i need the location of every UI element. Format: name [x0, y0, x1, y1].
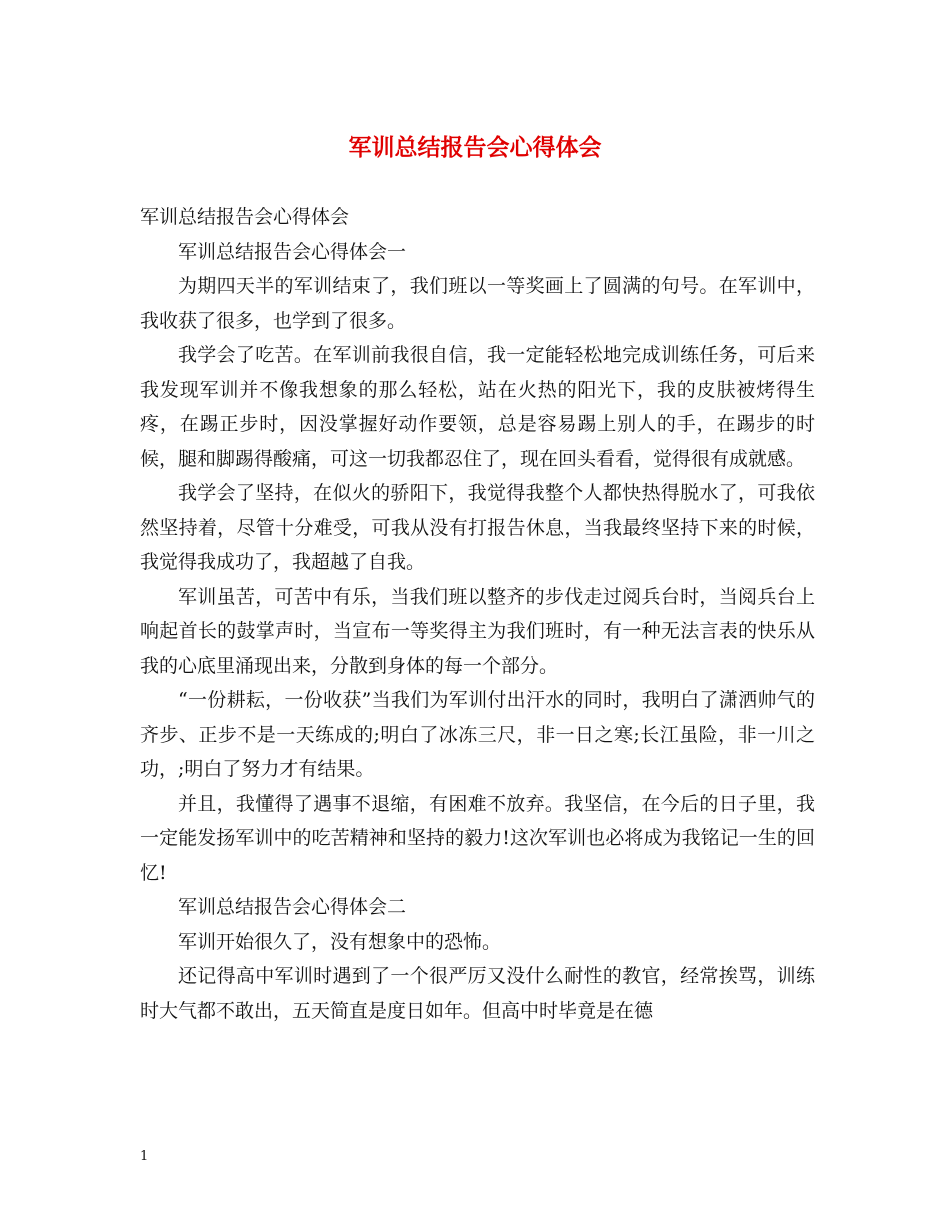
paragraph: 军训总结报告会心得体会一: [178, 240, 407, 263]
page-number: 1: [140, 1149, 149, 1164]
paragraph: 军训开始很久了，没有想象中的恐怖。: [178, 930, 502, 953]
paragraph: 军训虽苦，可苦中有乐，当我们班以整齐的步伐走过阅兵台时，当阅兵台上响起首长的鼓掌声时，当宣布一等奖得主为我们班时，有一种无法言表的快乐从我的心底里涌现出来，分散到身体的每一个部分。: [140, 585, 815, 677]
paragraph: “一份耕耘，一份收获”当我们为军训付出汗水的同时，我明白了潇洒帅气的齐步、正步不是一天练成的;明白了冰冻三尺，非一日之寒;长江虽险，非一川之功，;明白了努力才有结果。: [140, 689, 815, 780]
paragraph: 并且，我懂得了遇事不退缩，有困难不放弃。我坚信，在今后的日子里，我一定能发扬军训中的吃苦精神和坚持的毅力!这次军训也必将成为我铭记一生的回忆!: [140, 792, 815, 884]
document-body: [140, 200, 815, 1028]
paragraph: 还记得高中军训时遇到了一个很严厉又没什么耐性的教官，经常挨骂，训练时大气都不敢出，五天简直是度日如年。但高中时毕竟是在德: [140, 965, 815, 1022]
document-title: 军训总结报告会心得体会: [348, 134, 602, 161]
paragraph: 我学会了坚持，在似火的骄阳下，我觉得我整个人都快热得脱水了，可我依然坚持着，尽管十分难受，可我从没有打报告休息，当我最终坚持下来的时候，我觉得我成功了，我超越了自我。: [140, 482, 815, 573]
paragraph: 为期四天半的军训结束了，我们班以一等奖画上了圆满的句号。在军训中，我收获了很多，也学到了很多。: [140, 275, 815, 332]
paragraph: 我学会了吃苦。在军训前我很自信，我一定能轻松地完成训练任务，可后来我发现军训并不像我想象的那么轻松，站在火热的阳光下，我的皮肤被烤得生疼，在踢正步时，因没掌握好动作要领，总是容易踢上别人的手，在踢步的时候，腿和脚踢得酸痛，可这一切我都忍住了，现在回头看看，觉得很有成就感。: [140, 344, 815, 470]
paragraph: 军训总结报告会心得体会: [140, 206, 350, 228]
paragraph: 军训总结报告会心得体会二: [178, 896, 407, 918]
